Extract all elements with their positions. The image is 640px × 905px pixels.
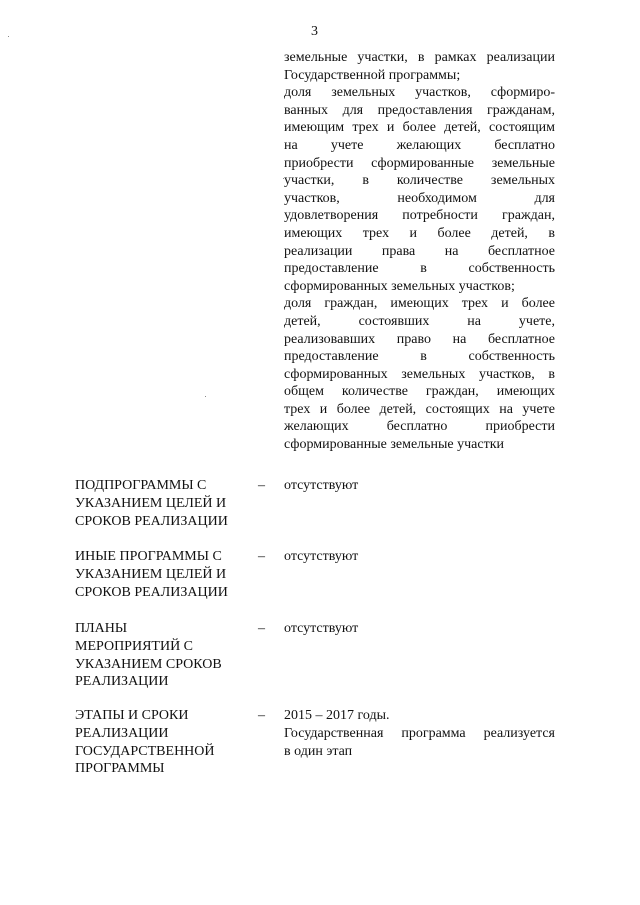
text-line: ванных для предоставления гражданам, bbox=[284, 102, 555, 118]
section-label bbox=[75, 707, 255, 778]
section-label-line: СРОКОВ РЕАЛИЗАЦИИ bbox=[75, 584, 228, 600]
text-line: доля земельных участков, сформиро- bbox=[284, 85, 555, 101]
section-value bbox=[284, 620, 555, 638]
section-label-line: РЕАЛИЗАЦИИ bbox=[75, 674, 169, 690]
section-label-line: МЕРОПРИЯТИЙ С bbox=[75, 638, 194, 654]
section-value bbox=[284, 477, 555, 495]
section-dash: – bbox=[258, 478, 265, 493]
section-label bbox=[75, 477, 255, 530]
section-label-line: ЭТАПЫ И СРОКИ bbox=[75, 708, 189, 723]
text-line: имеющим трех и более детей, состоящим bbox=[284, 120, 555, 136]
section-value-line: отсутствуют bbox=[284, 621, 359, 636]
section-label-line: ГОСУДАРСТВЕННОЙ bbox=[75, 743, 215, 759]
page-number: 3 bbox=[311, 24, 318, 39]
section-dash: – bbox=[258, 708, 265, 723]
text-line: на учете желающих бесплатно bbox=[284, 137, 555, 153]
section-label-line: ПРОГРАММЫ bbox=[75, 761, 165, 777]
text-line: общем количестве граждан, имеющих bbox=[284, 384, 555, 400]
scan-speck bbox=[205, 396, 206, 397]
text-line: участки, в количестве земельных bbox=[284, 173, 555, 189]
section-label-line: ПОДПРОГРАММЫ С bbox=[75, 478, 207, 493]
scan-speck bbox=[283, 178, 284, 179]
section-value-line: 2015 – 2017 годы. bbox=[284, 708, 390, 723]
text-line: сформированных земельных участков, в bbox=[284, 366, 555, 382]
text-line: сформированных земельных участков; bbox=[284, 278, 515, 294]
text-line: реализовавших право на бесплатное bbox=[284, 331, 555, 347]
section-label-line: ПЛАНЫ bbox=[75, 621, 128, 636]
section-value-line: отсутствуют bbox=[284, 478, 359, 493]
text-line: имеющих трех и более детей, в bbox=[284, 225, 555, 241]
section-value-line: в один этап bbox=[284, 743, 353, 759]
section-label bbox=[75, 620, 255, 691]
text-line: предоставление в собственность bbox=[284, 261, 555, 277]
text-line: трех и более детей, состоящих на учете bbox=[284, 401, 555, 417]
text-line: Государственной программы; bbox=[284, 67, 461, 83]
continued-text-block bbox=[284, 49, 555, 454]
section-label-line: УКАЗАНИЕМ СРОКОВ bbox=[75, 656, 222, 672]
section-value-line: отсутствуют bbox=[284, 549, 359, 564]
section-label-line: РЕАЛИЗАЦИИ bbox=[75, 725, 169, 741]
section-dash: – bbox=[258, 621, 265, 636]
section-dash: – bbox=[258, 549, 265, 564]
section-value bbox=[284, 707, 555, 760]
scan-speck bbox=[8, 36, 9, 37]
text-line: участков, необходимом для bbox=[284, 190, 555, 206]
text-line: желающих бесплатно приобрести bbox=[284, 419, 555, 435]
section-value bbox=[284, 548, 555, 566]
section-label-line: ИНЫЕ ПРОГРАММЫ С bbox=[75, 549, 222, 564]
section-value-line: Государственная программа реализуется bbox=[284, 725, 555, 741]
text-line: сформированные земельные участки bbox=[284, 437, 505, 453]
text-line: земельные участки, в рамках реализации bbox=[284, 50, 555, 65]
section-label-line: УКАЗАНИЕМ ЦЕЛЕЙ И bbox=[75, 495, 227, 511]
text-line: приобрести сформированные земельные bbox=[284, 155, 555, 171]
text-line: доля граждан, имеющих трех и более bbox=[284, 296, 555, 312]
section-label bbox=[75, 548, 255, 601]
section-label-line: СРОКОВ РЕАЛИЗАЦИИ bbox=[75, 513, 228, 529]
section-label-line: УКАЗАНИЕМ ЦЕЛЕЙ И bbox=[75, 566, 227, 582]
text-line: реализации права на бесплатное bbox=[284, 243, 555, 259]
text-line: детей, состоявших на учете, bbox=[284, 313, 555, 329]
text-line: удовлетворения потребности граждан, bbox=[284, 208, 555, 224]
text-line: предоставление в собственность bbox=[284, 349, 555, 365]
